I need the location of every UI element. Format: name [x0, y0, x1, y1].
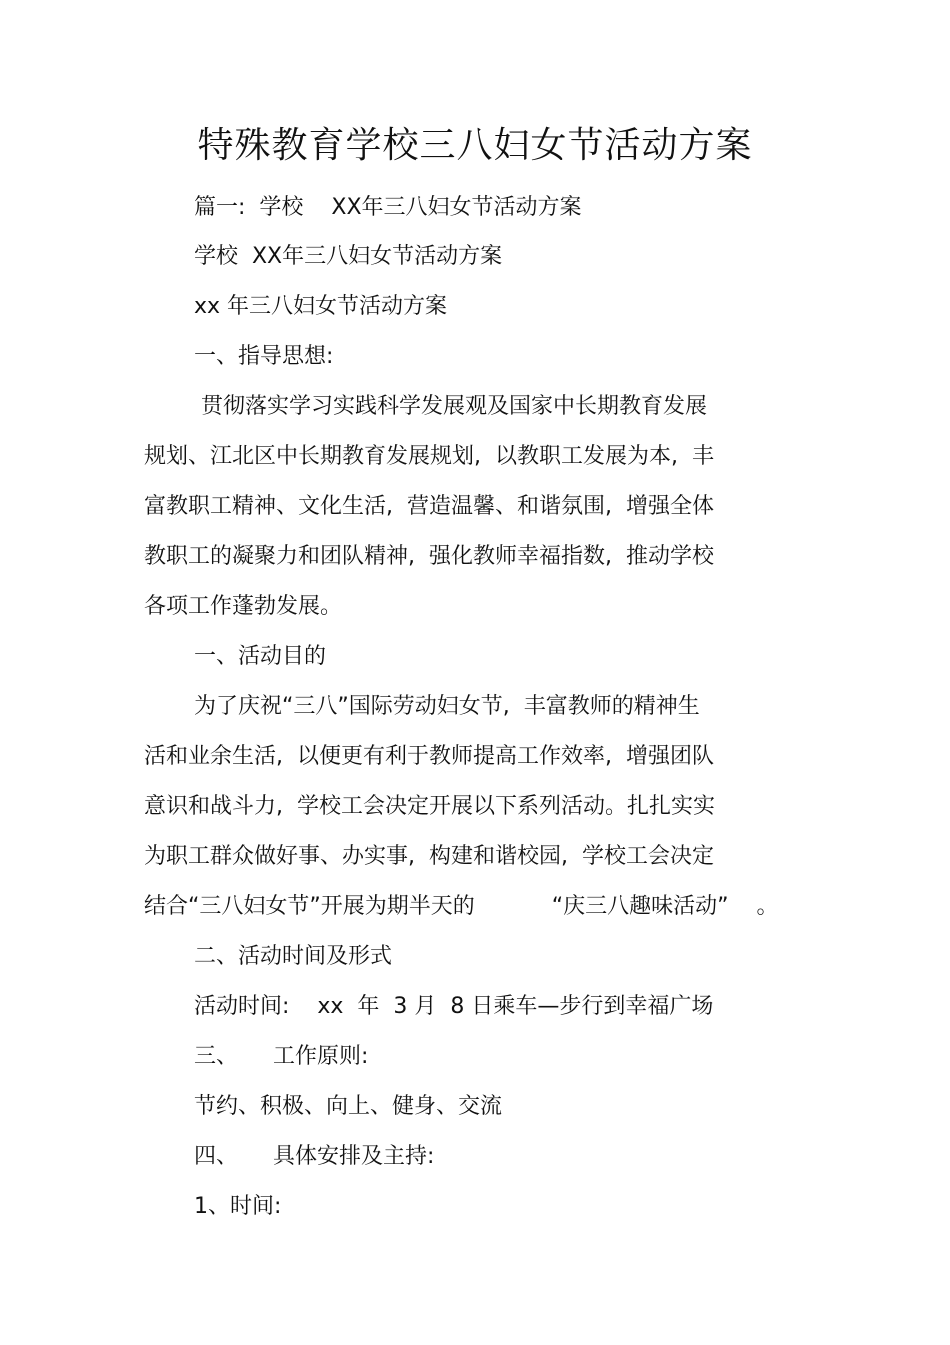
heading-guiding-ideology: 一、指导思想:	[194, 344, 334, 369]
principles-line: 节约、积极、向上、健身、交流	[194, 1094, 503, 1119]
paragraph-line: 贯彻落实学习实践科学发展观及国家中长期教育发展	[194, 394, 707, 419]
subtitle-school-plan: 学校 XX年三八妇女节活动方案	[194, 244, 503, 269]
heading-arrangement: 四、 具体安排及主持:	[194, 1144, 435, 1169]
paragraph-line: 规划、江北区中长期教育发展规划, 以教职工发展为本, 丰	[144, 444, 714, 469]
paragraph-line: 活和业余生活, 以便更有利于教师提高工作效率, 增强团队	[144, 744, 714, 769]
document-title: 特殊教育学校三八妇女节活动方案	[197, 125, 753, 166]
subtitle-year-plan: xx 年三八妇女节活动方案	[194, 294, 448, 319]
heading-activity-purpose: 一、活动目的	[194, 644, 327, 669]
paragraph-line: 结合“三八妇女节”开展为期半天的 “庆三八趣味活动” 。	[144, 894, 779, 919]
heading-work-principles: 三、 工作原则:	[194, 1044, 369, 1069]
paragraph-line: 为了庆祝“三八”国际劳动妇女节, 丰富教师的精神生	[194, 694, 700, 719]
activity-time-line: 活动时间: xx 年 3 月 8 日乘车—步行到幸福广场	[194, 994, 714, 1019]
paragraph-line: 各项工作蓬勃发展。	[144, 594, 343, 619]
section-heading-part-one: 篇一: 学校 XX年三八妇女节活动方案	[194, 195, 582, 220]
paragraph-line: 意识和战斗力, 学校工会决定开展以下系列活动。扎扎实实	[144, 794, 715, 819]
heading-activity-time: 二、活动时间及形式	[194, 944, 393, 969]
paragraph-line: 教职工的凝聚力和团队精神, 强化教师幸福指数, 推动学校	[144, 544, 714, 569]
list-item-time: 1、时间:	[194, 1194, 282, 1219]
paragraph-line: 富教职工精神、文化生活, 营造温馨、和谐氛围, 增强全体	[144, 494, 714, 519]
paragraph-line: 为职工群众做好事、办实事, 构建和谐校园, 学校工会决定	[144, 844, 714, 869]
